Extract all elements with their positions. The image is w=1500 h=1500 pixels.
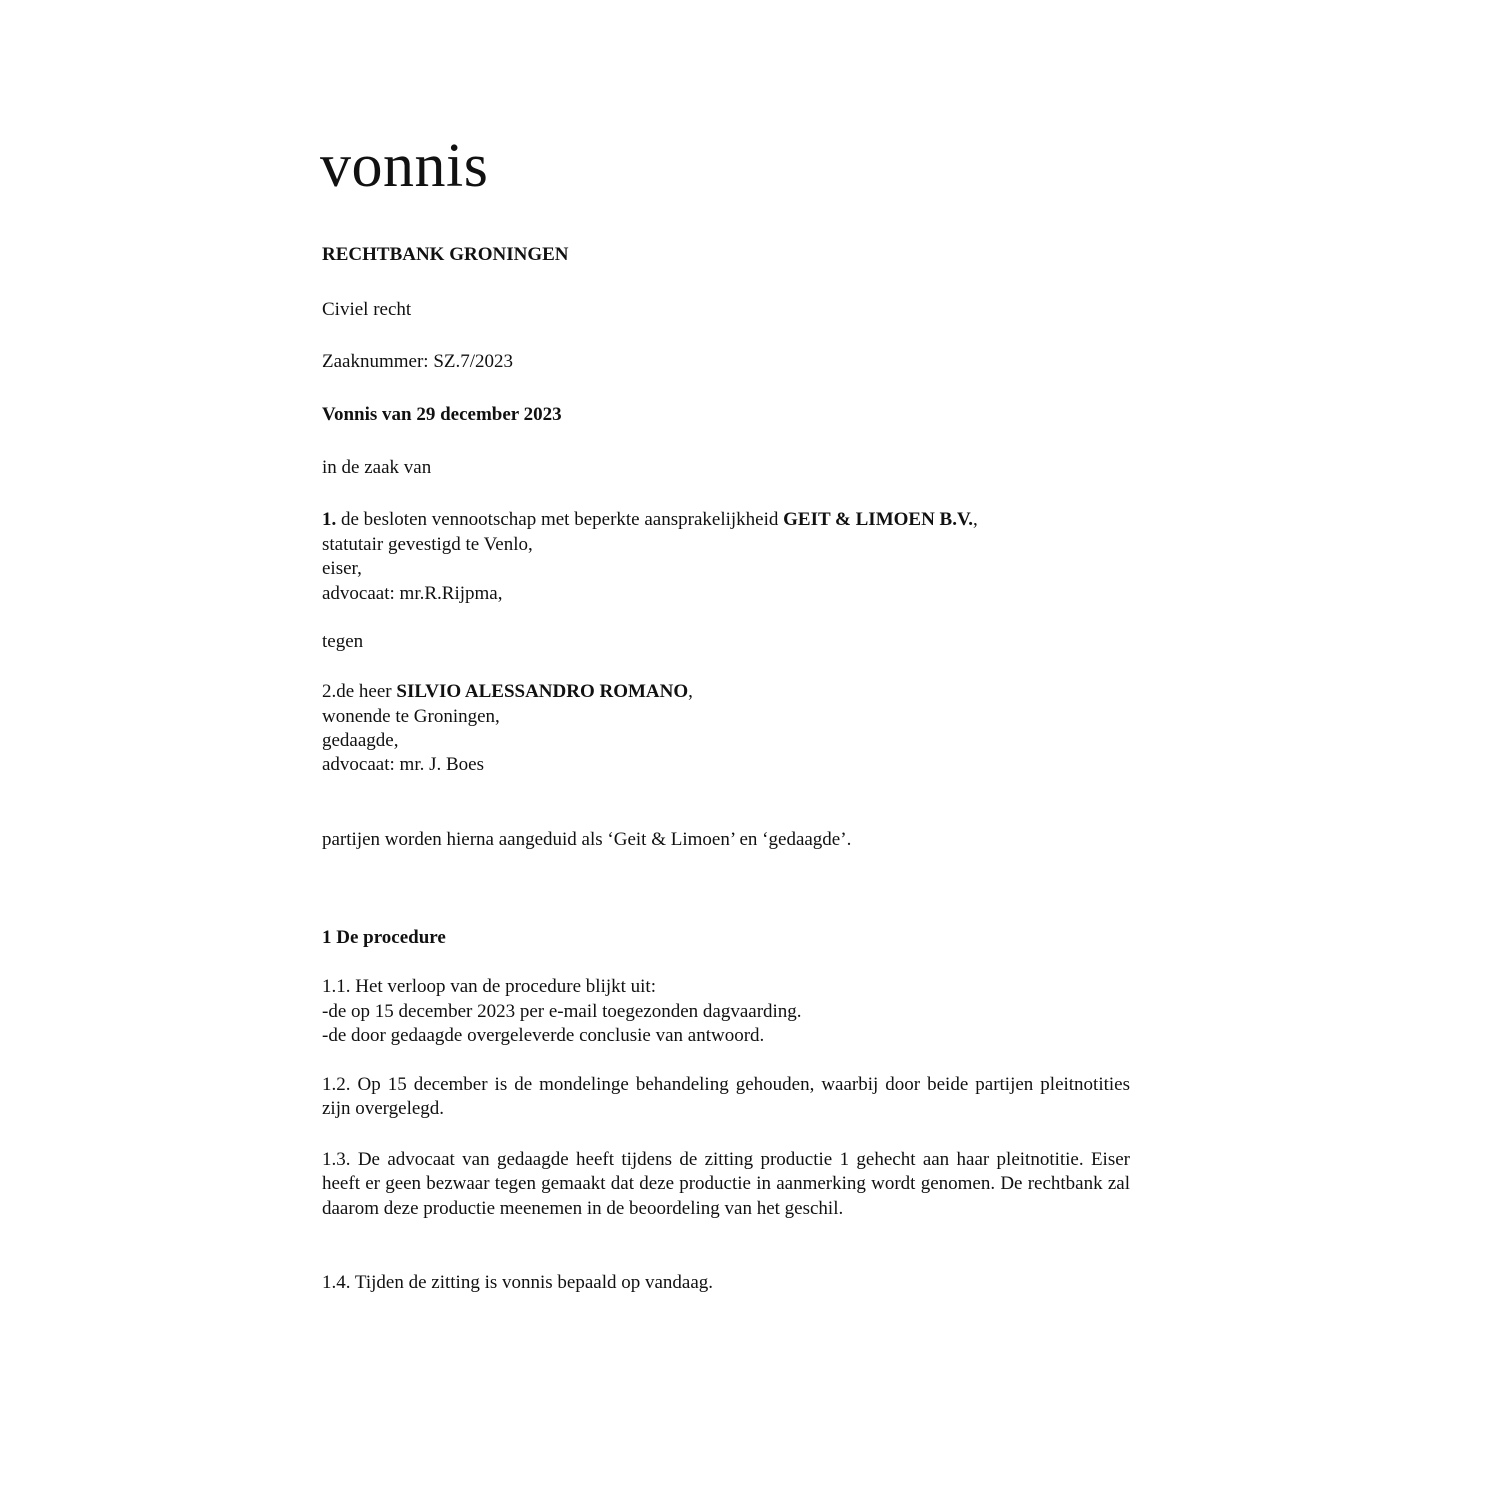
document-page [322,0,1130,1500]
judgment-date: Vonnis van 29 december 2023 [322,404,562,425]
case-number: Zaaknummer: SZ.7/2023 [322,351,514,372]
document-title: vonnis [320,132,489,200]
party1-name-suffix: , [973,509,978,530]
party2-name-suffix: , [688,681,693,702]
party1-line [322,508,978,532]
paragraph-1-2: 1.2. Op 15 december is de mondelinge behandeling gehouden, waarbij door beide partijen pleitnotities zijn overgelegd. [322,1074,1130,1120]
party1-name: GEIT & LIMOEN B.V. [783,509,973,530]
party1-lawyer: advocaat: mr.R.Rijpma, [322,583,503,604]
party1-role: eiser, [322,558,362,579]
party2-role: gedaagde, [322,730,399,751]
paragraph-1-1-item-1: -de op 15 december 2023 per e-mail toegezonden dagvaarding. [322,1001,802,1022]
party1-description: de besloten vennootschap met beperkte aansprakelijkheid [336,509,784,530]
party2-name: SILVIO ALESSANDRO ROMANO [396,681,689,702]
party1-number: 1. [322,509,337,530]
division: Civiel recht [322,299,412,320]
parties-note: partijen worden hierna aangeduid als ‘Geit & Limoen’ en ‘gedaagde’. [322,829,852,850]
paragraph-1-1-item-2: -de door gedaagde overgeleverde conclusie van antwoord. [322,1025,765,1046]
versus: tegen [322,631,364,652]
paragraph-1-4: 1.4. Tijden de zitting is vonnis bepaald op vandaag. [322,1272,714,1293]
party1-seat: statutair gevestigd te Venlo, [322,534,533,555]
party2-prefix: 2.de heer [322,681,397,702]
section1-heading: 1 De procedure [322,927,446,948]
party2-residence: wonende te Groningen, [322,706,500,727]
paragraph-1-3: 1.3. De advocaat van gedaagde heeft tijdens de zitting productie 1 gehecht aan haar pleitnotitie. Eiser heeft er geen bezwaar tegen gemaakt dat deze productie in aanmerking wordt genomen. De rechtbank zal daarom deze productie meenemen in de beoordeling van het geschil. [322,1149,1130,1219]
party2-line [322,680,693,704]
case-intro: in de zaak van [322,457,432,478]
party2-lawyer: advocaat: mr. J. Boes [322,754,484,775]
court-name: RECHTBANK GRONINGEN [322,244,569,265]
paragraph-1-1: 1.1. Het verloop van de procedure blijkt uit: [322,976,656,997]
